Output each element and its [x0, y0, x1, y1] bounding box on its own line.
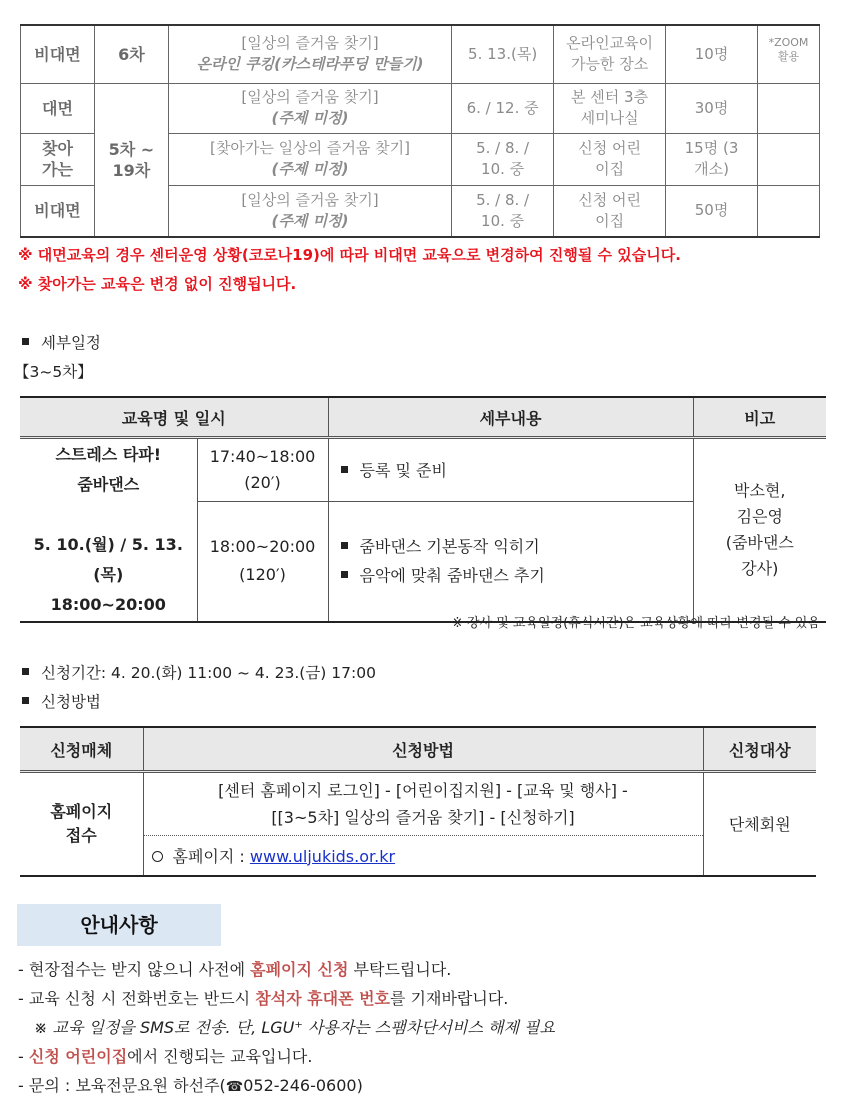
detail-item-text: 줌바댄스 기본동작 익히기 — [359, 537, 540, 557]
title-line: [일상의 즐거움 찾기] — [241, 190, 379, 209]
phone-icon: ☎ — [225, 1079, 244, 1095]
title-cell — [168, 185, 451, 237]
type-cell: 비대면 — [21, 185, 95, 237]
notice-line — [18, 1073, 363, 1096]
homepage-link[interactable]: www.uljukids.or.kr — [249, 846, 396, 866]
title-cell — [168, 83, 451, 133]
place-text: 신청 어린이집 — [578, 190, 641, 230]
square-bullet-icon — [341, 571, 348, 578]
visit-notice: ※ 찾아가는 교육은 변경 없이 진행됩니다. — [18, 275, 297, 293]
place-cell — [554, 185, 666, 237]
title-cell — [168, 133, 451, 185]
notice-highlight: 신청 어린이집 — [28, 1047, 128, 1066]
place-text: 온라인교육이 가능한 장소 — [566, 34, 654, 74]
notice-line — [18, 1044, 312, 1067]
remark-cell — [693, 438, 826, 623]
method-line: [센터 홈페이지 로그인] - [어린이집지원] - [교육 및 행사] - — [218, 781, 628, 800]
type-cell: 비대면 — [21, 25, 95, 83]
type-cell — [21, 133, 95, 185]
place-cell — [554, 83, 666, 133]
notice-text: - — [18, 1047, 29, 1066]
slot-time: 17:40~18:00 — [209, 446, 316, 466]
apply-period-text: 신청기간: 4. 20.(화) 11:00 ~ 4. 23.(금) 17:00 — [41, 664, 376, 682]
detail-item — [341, 561, 692, 590]
count-cell: 30명 — [666, 83, 758, 133]
detail-cell — [328, 438, 693, 502]
apply-period — [22, 661, 376, 683]
note-cell — [757, 185, 819, 237]
date-cell: 5. 13.(목) — [452, 25, 554, 83]
schedule-table — [20, 396, 826, 623]
round-cell — [94, 83, 168, 237]
method-cell — [143, 772, 703, 836]
header-method: 신청방법 — [143, 727, 703, 772]
note-cell — [757, 25, 819, 83]
medium-line: 홈페이지 — [50, 801, 113, 821]
count-cell: 10명 — [666, 25, 758, 83]
notice-title: 안내사항 — [17, 904, 221, 946]
count-cell — [666, 133, 758, 185]
header-remark: 비고 — [693, 397, 826, 438]
notice-line — [18, 986, 508, 1009]
round-cell: 6차 — [94, 25, 168, 83]
date-text: 5. / 8. / 10. 중 — [476, 190, 530, 230]
note-cell — [757, 133, 819, 185]
notice-text: 부탁드립니다. — [348, 960, 452, 979]
remark-line: 김은영 — [736, 507, 783, 526]
title-topic: (주제 미정) — [271, 109, 349, 127]
notice-text: 에서 진행되는 교육입니다. — [127, 1047, 313, 1066]
square-bullet-icon — [22, 697, 29, 704]
circle-bullet-icon — [152, 851, 163, 862]
slot-duration: (20′) — [244, 472, 281, 492]
covid-notice: ※ 대면교육의 경우 센터운영 상황(코로나19)에 따라 비대면 교육으로 변경하여 진행될 수 있습니다. — [18, 246, 681, 264]
title-topic: 온라인 쿠킹(카스테라푸딩 만들기) — [196, 55, 424, 74]
count-text: 15명 (3개소) — [684, 139, 739, 178]
program-cell — [20, 438, 197, 623]
header-target: 신청대상 — [703, 727, 816, 772]
program-date: 5. 10.(월) / 5. 13.(목) — [33, 535, 183, 584]
title-line: [일상의 즐거움 찾기] — [241, 34, 379, 53]
title-cell — [168, 25, 451, 83]
title-topic: (주제 미정) — [271, 160, 349, 178]
remark-line: (줌바댄스 — [725, 533, 794, 552]
notice-text: - 교육 신청 시 전화번호는 반드시 — [18, 989, 256, 1008]
header-detail: 세부내용 — [328, 397, 693, 438]
homepage-label: 홈페이지 : — [172, 846, 250, 866]
header-medium: 신청매체 — [20, 727, 143, 772]
date-cell — [452, 133, 554, 185]
slot-duration: (120′) — [239, 565, 286, 585]
notice-highlight: 홈페이지 신청 — [250, 960, 349, 979]
medium-cell — [20, 772, 143, 876]
notice-line — [18, 957, 451, 980]
table-row — [20, 772, 816, 836]
program-time: 18:00~20:00 — [50, 595, 166, 614]
count-cell: 50명 — [666, 185, 758, 237]
date-text: 5. / 8. / 10. 중 — [476, 139, 530, 178]
program-name: 줌바댄스 — [77, 475, 140, 494]
slot-time: 18:00~20:00 — [209, 537, 316, 557]
date-cell — [452, 185, 554, 237]
apply-method-text: 신청방법 — [41, 693, 101, 711]
apply-method-heading — [22, 690, 101, 712]
table-row — [21, 83, 820, 133]
apply-table — [20, 726, 816, 877]
table-row — [21, 25, 820, 83]
remark-line: 강사) — [741, 559, 779, 578]
table-header-row — [20, 397, 826, 438]
place-text: 신청 어린이집 — [578, 139, 641, 178]
table-header-row — [20, 727, 816, 772]
notice-text: 052-246-0600) — [243, 1076, 363, 1095]
round-text: 5차 ~ 19차 — [108, 139, 155, 180]
square-bullet-icon — [341, 542, 348, 549]
detail-item: 등록 및 준비 — [359, 461, 447, 481]
date-cell — [452, 83, 554, 133]
title-line: [찾아가는 일상의 즐거움 찾기] — [210, 139, 410, 157]
remark-line: 박소현, — [734, 481, 786, 500]
time-cell — [197, 438, 328, 502]
notice-text: - 문의 : 보육전문요원 하선주( — [18, 1076, 226, 1095]
homepage-cell — [143, 836, 703, 876]
notice-text: 를 기재바랍니다. — [390, 989, 509, 1008]
detail-cell — [328, 501, 693, 622]
notice-text: - 현장접수는 받지 않으니 사전에 — [18, 960, 251, 979]
schedule-subtitle: 【3~5차】 — [14, 363, 93, 381]
medium-line: 접수 — [65, 825, 97, 845]
square-bullet-icon — [22, 668, 29, 675]
schedule-heading-text: 세부일정 — [41, 334, 101, 352]
square-bullet-icon — [341, 466, 348, 473]
target-cell: 단체회원 — [703, 772, 816, 876]
date-text: 6. / 12. 중 — [466, 98, 539, 117]
method-line: [[3~5차] 일상의 즐거움 찾기] - [신청하기] — [271, 808, 575, 827]
schedule-heading — [22, 331, 101, 353]
type-text: 찾아 가는 — [41, 139, 73, 179]
note-text: *ZOOM 활용 — [768, 36, 809, 63]
detail-item — [341, 532, 692, 561]
place-text: 본 센터 3층 세미나실 — [571, 88, 649, 127]
note-cell — [757, 83, 819, 133]
place-cell — [554, 25, 666, 83]
place-cell — [554, 133, 666, 185]
header-program: 교육명 및 일시 — [20, 397, 328, 438]
square-bullet-icon — [22, 338, 29, 345]
program-name: 스트레스 타파! — [55, 445, 162, 464]
type-cell: 대면 — [21, 83, 95, 133]
notice-highlight: 참석자 휴대폰 번호 — [255, 989, 391, 1008]
title-topic: (주제 미정) — [271, 211, 349, 230]
detail-item-text: 음악에 맞춰 줌바댄스 추기 — [359, 566, 545, 586]
table-row — [20, 438, 826, 502]
title-line: [일상의 즐거움 찾기] — [241, 88, 379, 106]
schedule-footnote: ※ 강사 및 교육일정(휴식시간)은 교육상황에 따라 변경될 수 있음 — [451, 616, 820, 631]
notice-sms-note: ※ 교육 일정을 SMS로 전송. 단, LGU⁺ 사용자는 스팸차단서비스 해제 필요 — [34, 1018, 555, 1037]
program-overview-table — [20, 24, 820, 238]
time-cell — [197, 501, 328, 622]
